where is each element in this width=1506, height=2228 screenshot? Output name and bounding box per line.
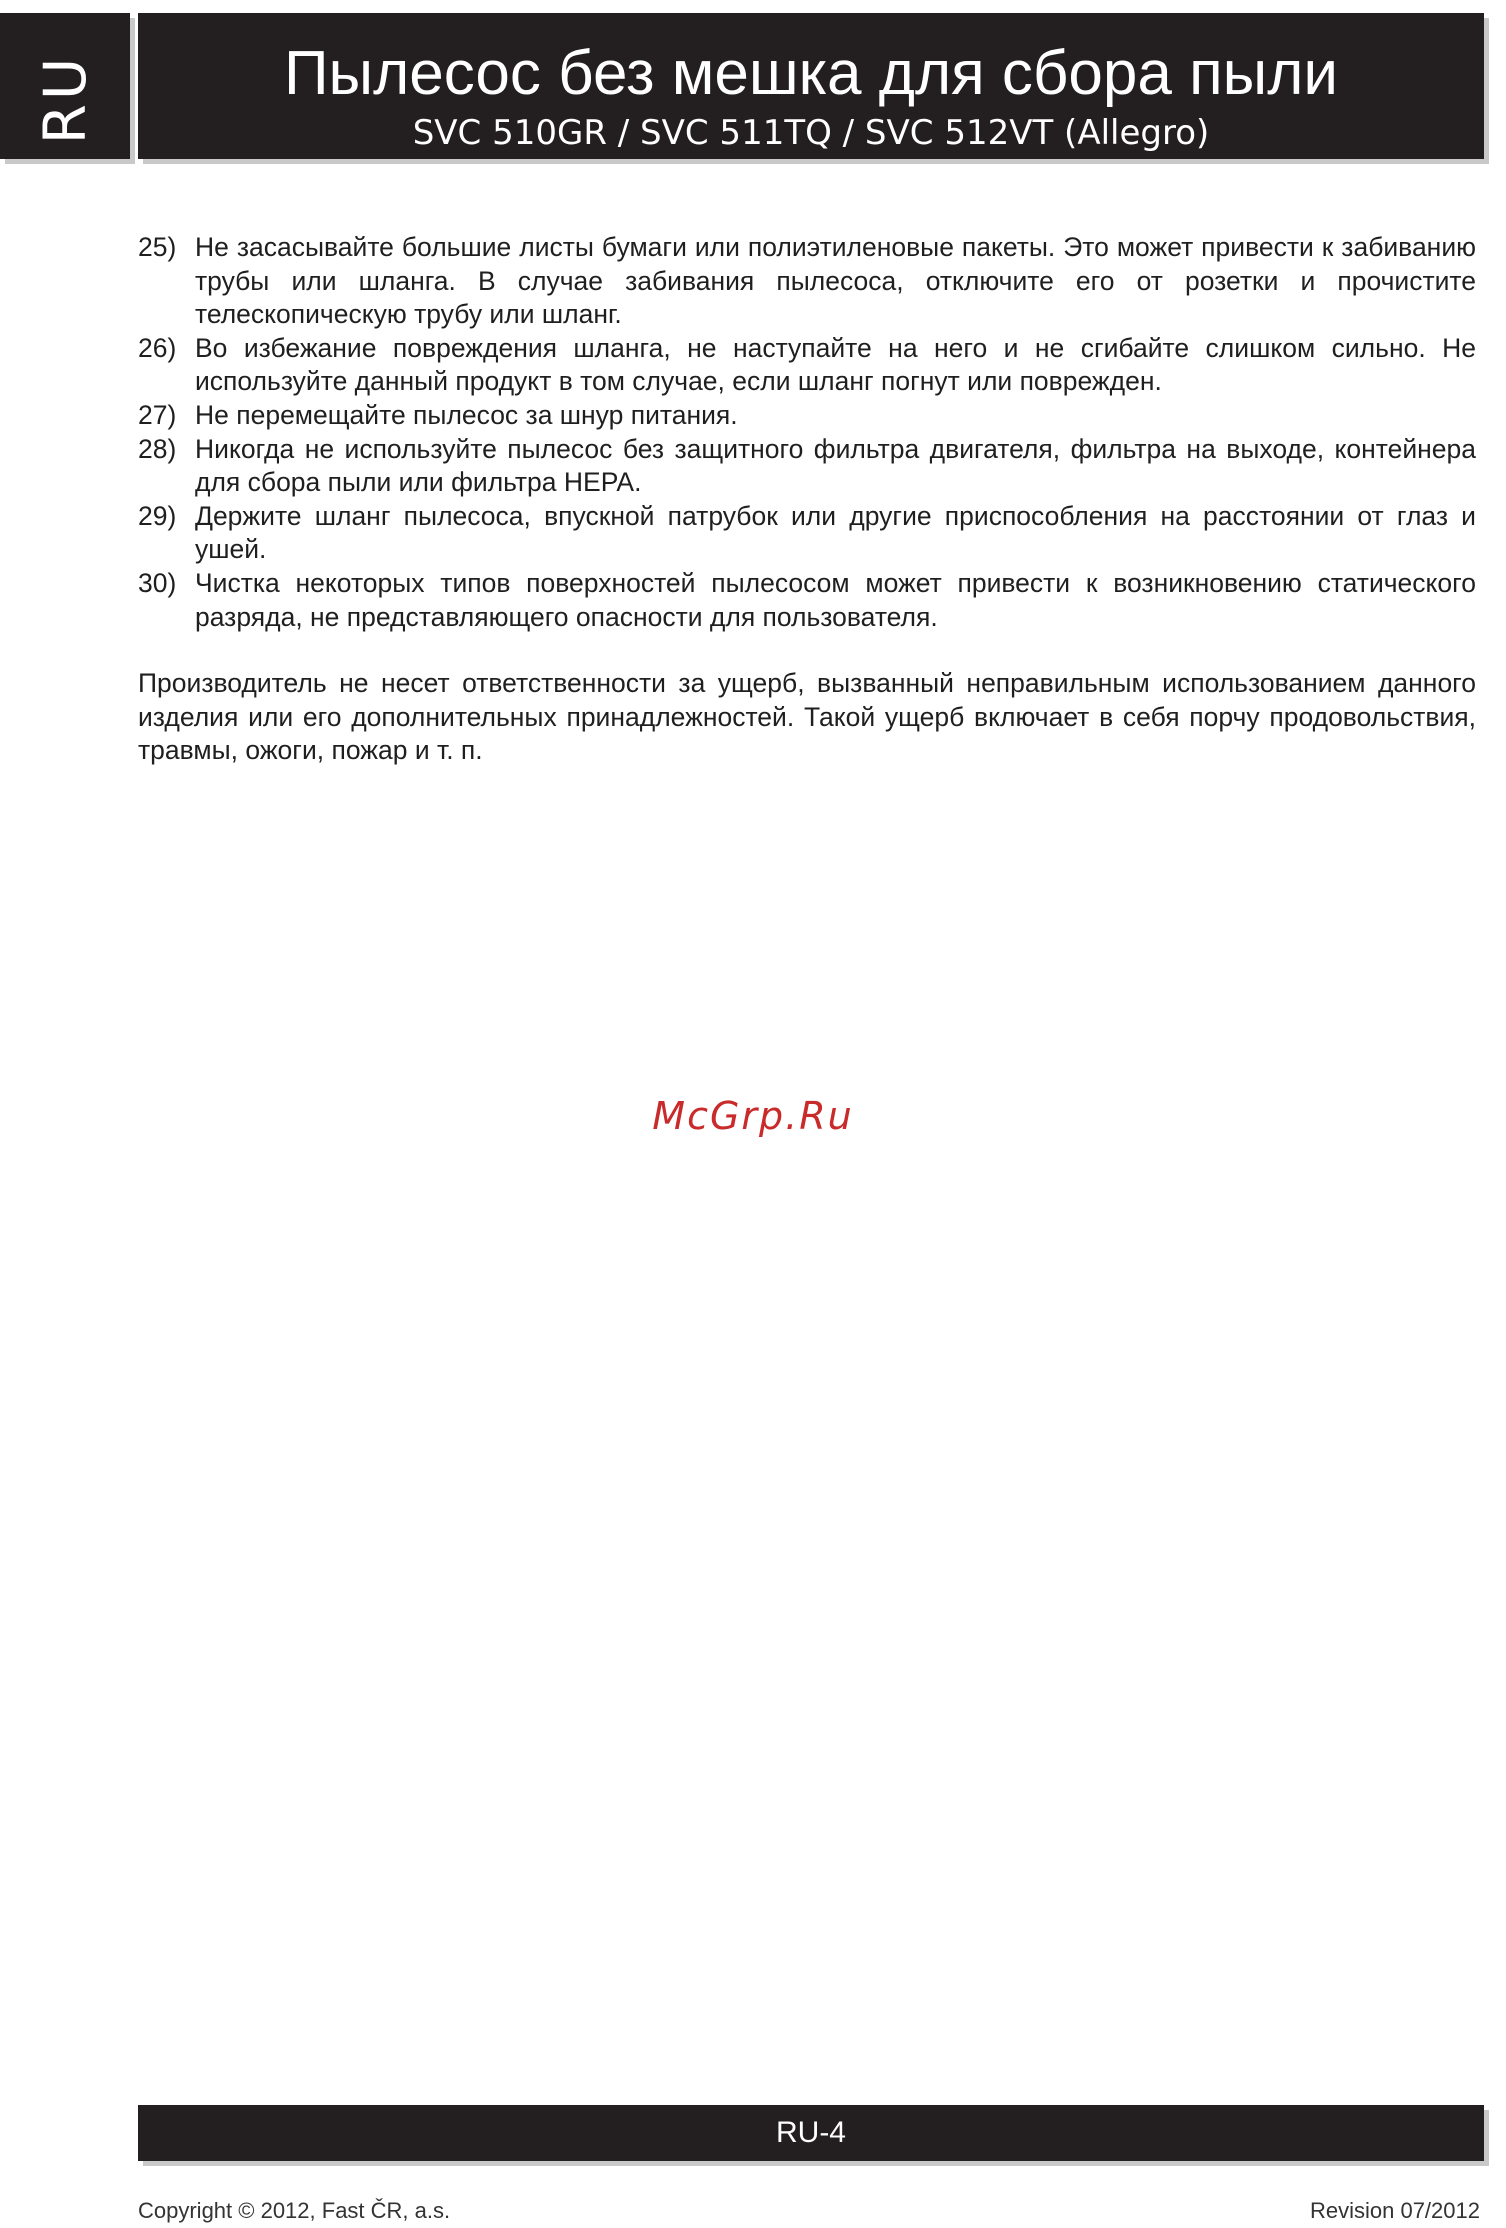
list-item-text: Никогда не используйте пылесос без защитного фильтра двигателя, фильтра на выходе, контейнера для сбора пыли или фильтра HEPA. (195, 433, 1476, 498)
list-item (138, 567, 1476, 634)
list-item-text: Во избежание повреждения шланга, не наступайте на него и не сгибайте слишком сильно. Не используйте данный продукт в том случае, если шланг погнут или поврежден. (195, 332, 1476, 397)
list-item (138, 433, 1476, 500)
list-item-number: 25) (138, 232, 177, 262)
list-item (138, 332, 1476, 399)
language-tab (0, 13, 130, 159)
list-item-text: Чистка некоторых типов поверхностей пылесосом может привести к возникновению статического разряда, не представляющего опасности для пользователя. (195, 567, 1476, 632)
copyright-text: Copyright © 2012, Fast ČR, a.s. (138, 2198, 451, 2223)
page-subtitle: SVC 510GR / SVC 511TQ / SVC 512VT (Allegro) (412, 113, 1210, 153)
list-item-text: Не засасывайте большие листы бумаги или полиэтиленовые пакеты. Это может привести к забиванию трубы или шланга. В случае забивания пылесоса, отключите его от розетки и прочистите телескопическую трубу или шланг. (195, 232, 1476, 330)
list-item-number: 29) (138, 500, 177, 531)
footer-bar (138, 2105, 1484, 2161)
instructions-content (138, 231, 1476, 768)
list-item-text: Не перемещайте пылесос за шнур питания. (195, 399, 738, 430)
list-item-number: 28) (138, 433, 177, 464)
list-item-number: 26) (138, 332, 177, 363)
revision-text: Revision 07/2012 (1309, 2198, 1480, 2223)
page-number: RU-4 (775, 2116, 846, 2149)
watermark: McGrp.Ru (652, 1094, 854, 1138)
list-item (138, 231, 1476, 332)
header-bar (138, 13, 1484, 159)
list-item-number: 30) (138, 567, 177, 598)
list-item-number: 27) (138, 399, 177, 430)
list-item (138, 399, 1476, 433)
disclaimer-paragraph: Производитель не несет ответственности за ущерб, вызванный неправильным использованием данного изделия или его дополнительных принадлежностей. Такой ущерб включает в себя порчу продовольствия, травмы, ожоги, пожар и т. п. (138, 668, 1476, 766)
page-title: Пылесос без мешка для сбора пыли (283, 39, 1339, 108)
language-code: RU (31, 53, 99, 145)
list-item-text: Держите шланг пылесоса, впускной патрубок или другие приспособления на расстоянии от глаз и ушей. (195, 500, 1476, 565)
list-item (138, 500, 1476, 567)
